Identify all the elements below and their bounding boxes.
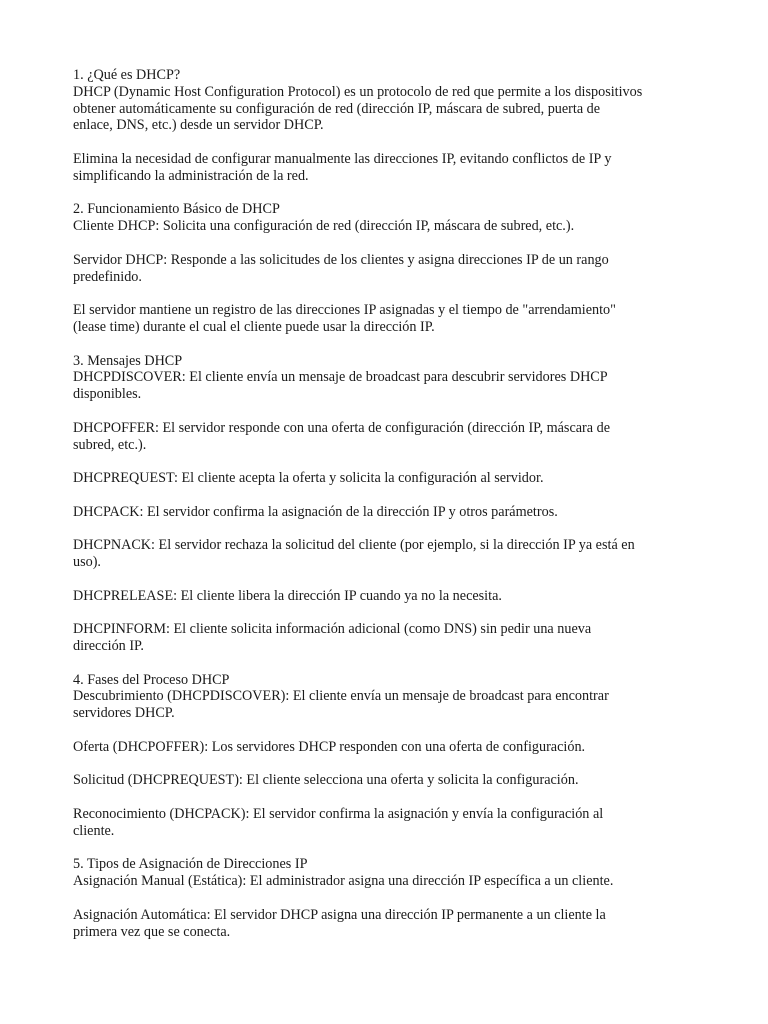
text-line: cliente. — [73, 822, 115, 839]
text-line: Asignación Manual (Estática): El administrador asigna una dirección IP específica a un cliente. — [73, 873, 614, 890]
text-line: obtener automáticamente su configuración de red (dirección IP, máscara de subred, puerta de — [73, 100, 601, 117]
text-line: servidores DHCP. — [73, 705, 175, 722]
paragraph — [73, 151, 713, 185]
text-line: DHCPINFORM: El cliente solicita información adicional (como DNS) sin pedir una nueva — [73, 621, 592, 638]
text-line: 1. ¿Qué es DHCP? — [73, 67, 181, 83]
text-line: Oferta (DHCPOFFER): Los servidores DHCP responden con una oferta de configuración. — [73, 738, 586, 755]
text-line: primera vez que se conecta. — [73, 923, 231, 940]
text-line: subred, etc.). — [73, 436, 147, 453]
paragraph — [73, 772, 713, 789]
paragraph — [73, 353, 713, 403]
text-line: 5. Tipos de Asignación de Direcciones IP — [73, 856, 308, 873]
paragraph — [73, 470, 713, 487]
text-line: dirección IP. — [73, 638, 144, 655]
text-line: Reconocimiento (DHCPACK): El servidor confirma la asignación y envía la configuración al — [73, 806, 604, 823]
paragraph — [73, 907, 713, 941]
text-line: Solicitud (DHCPREQUEST): El cliente selecciona una oferta y solicita la configuración. — [73, 772, 579, 789]
text-line: (lease time) durante el cual el cliente puede usar la dirección IP. — [73, 318, 435, 335]
text-line: El servidor mantiene un registro de las direcciones IP asignadas y el tiempo de "arrendamiento" — [73, 302, 616, 319]
paragraph — [73, 806, 713, 840]
paragraph — [73, 588, 713, 605]
paragraph — [73, 420, 713, 454]
text-line: DHCPDISCOVER: El cliente envía un mensaje de broadcast para descubrir servidores DHCP — [73, 369, 608, 386]
text-line: simplificando la administración de la red. — [73, 167, 309, 184]
text-line: DHCP (Dynamic Host Configuration Protocol) es un protocolo de red que permite a los dispositivos — [73, 83, 643, 100]
text-line: Servidor DHCP: Responde a las solicitudes de los clientes y asigna direcciones IP de un rango — [73, 251, 609, 268]
text-line: enlace, DNS, etc.) desde un servidor DHCP. — [73, 117, 324, 134]
paragraph — [73, 252, 713, 286]
paragraph — [73, 504, 713, 521]
text-line: Asignación Automática: El servidor DHCP asigna una dirección IP permanente a un cliente la — [73, 906, 606, 923]
text-line: DHCPRELEASE: El cliente libera la dirección IP cuando ya no la necesita. — [73, 587, 502, 604]
document-page — [73, 67, 713, 957]
text-line: Elimina la necesidad de configurar manualmente las direcciones IP, evitando conflictos de IP y — [73, 150, 612, 167]
text-line: uso). — [73, 554, 101, 571]
text-line: disponibles. — [73, 386, 142, 403]
text-line: DHCPREQUEST: El cliente acepta la oferta y solicita la configuración al servidor. — [73, 470, 544, 487]
paragraph — [73, 621, 713, 655]
text-line: Cliente DHCP: Solicita una configuración de red (dirección IP, máscara de subred, etc.). — [73, 218, 575, 235]
paragraph — [73, 537, 713, 571]
paragraph — [73, 856, 713, 890]
paragraph — [73, 739, 713, 756]
text-line: 2. Funcionamiento Básico de DHCP — [73, 201, 280, 218]
text-line: Descubrimiento (DHCPDISCOVER): El cliente envía un mensaje de broadcast para encontrar — [73, 688, 609, 705]
text-line: 3. Mensajes DHCP — [73, 352, 183, 369]
paragraph — [73, 302, 713, 336]
paragraph — [73, 67, 713, 134]
text-line: DHCPNACK: El servidor rechaza la solicitud del cliente (por ejemplo, si la dirección IP ya está en — [73, 537, 635, 554]
text-line: 4. Fases del Proceso DHCP — [73, 671, 230, 688]
paragraph — [73, 672, 713, 722]
paragraph — [73, 201, 713, 235]
text-line: DHCPACK: El servidor confirma la asignación de la dirección IP y otros parámetros. — [73, 503, 558, 520]
text-line: predefinido. — [73, 268, 142, 285]
text-line: DHCPOFFER: El servidor responde con una oferta de configuración (dirección IP, máscara de — [73, 419, 610, 436]
